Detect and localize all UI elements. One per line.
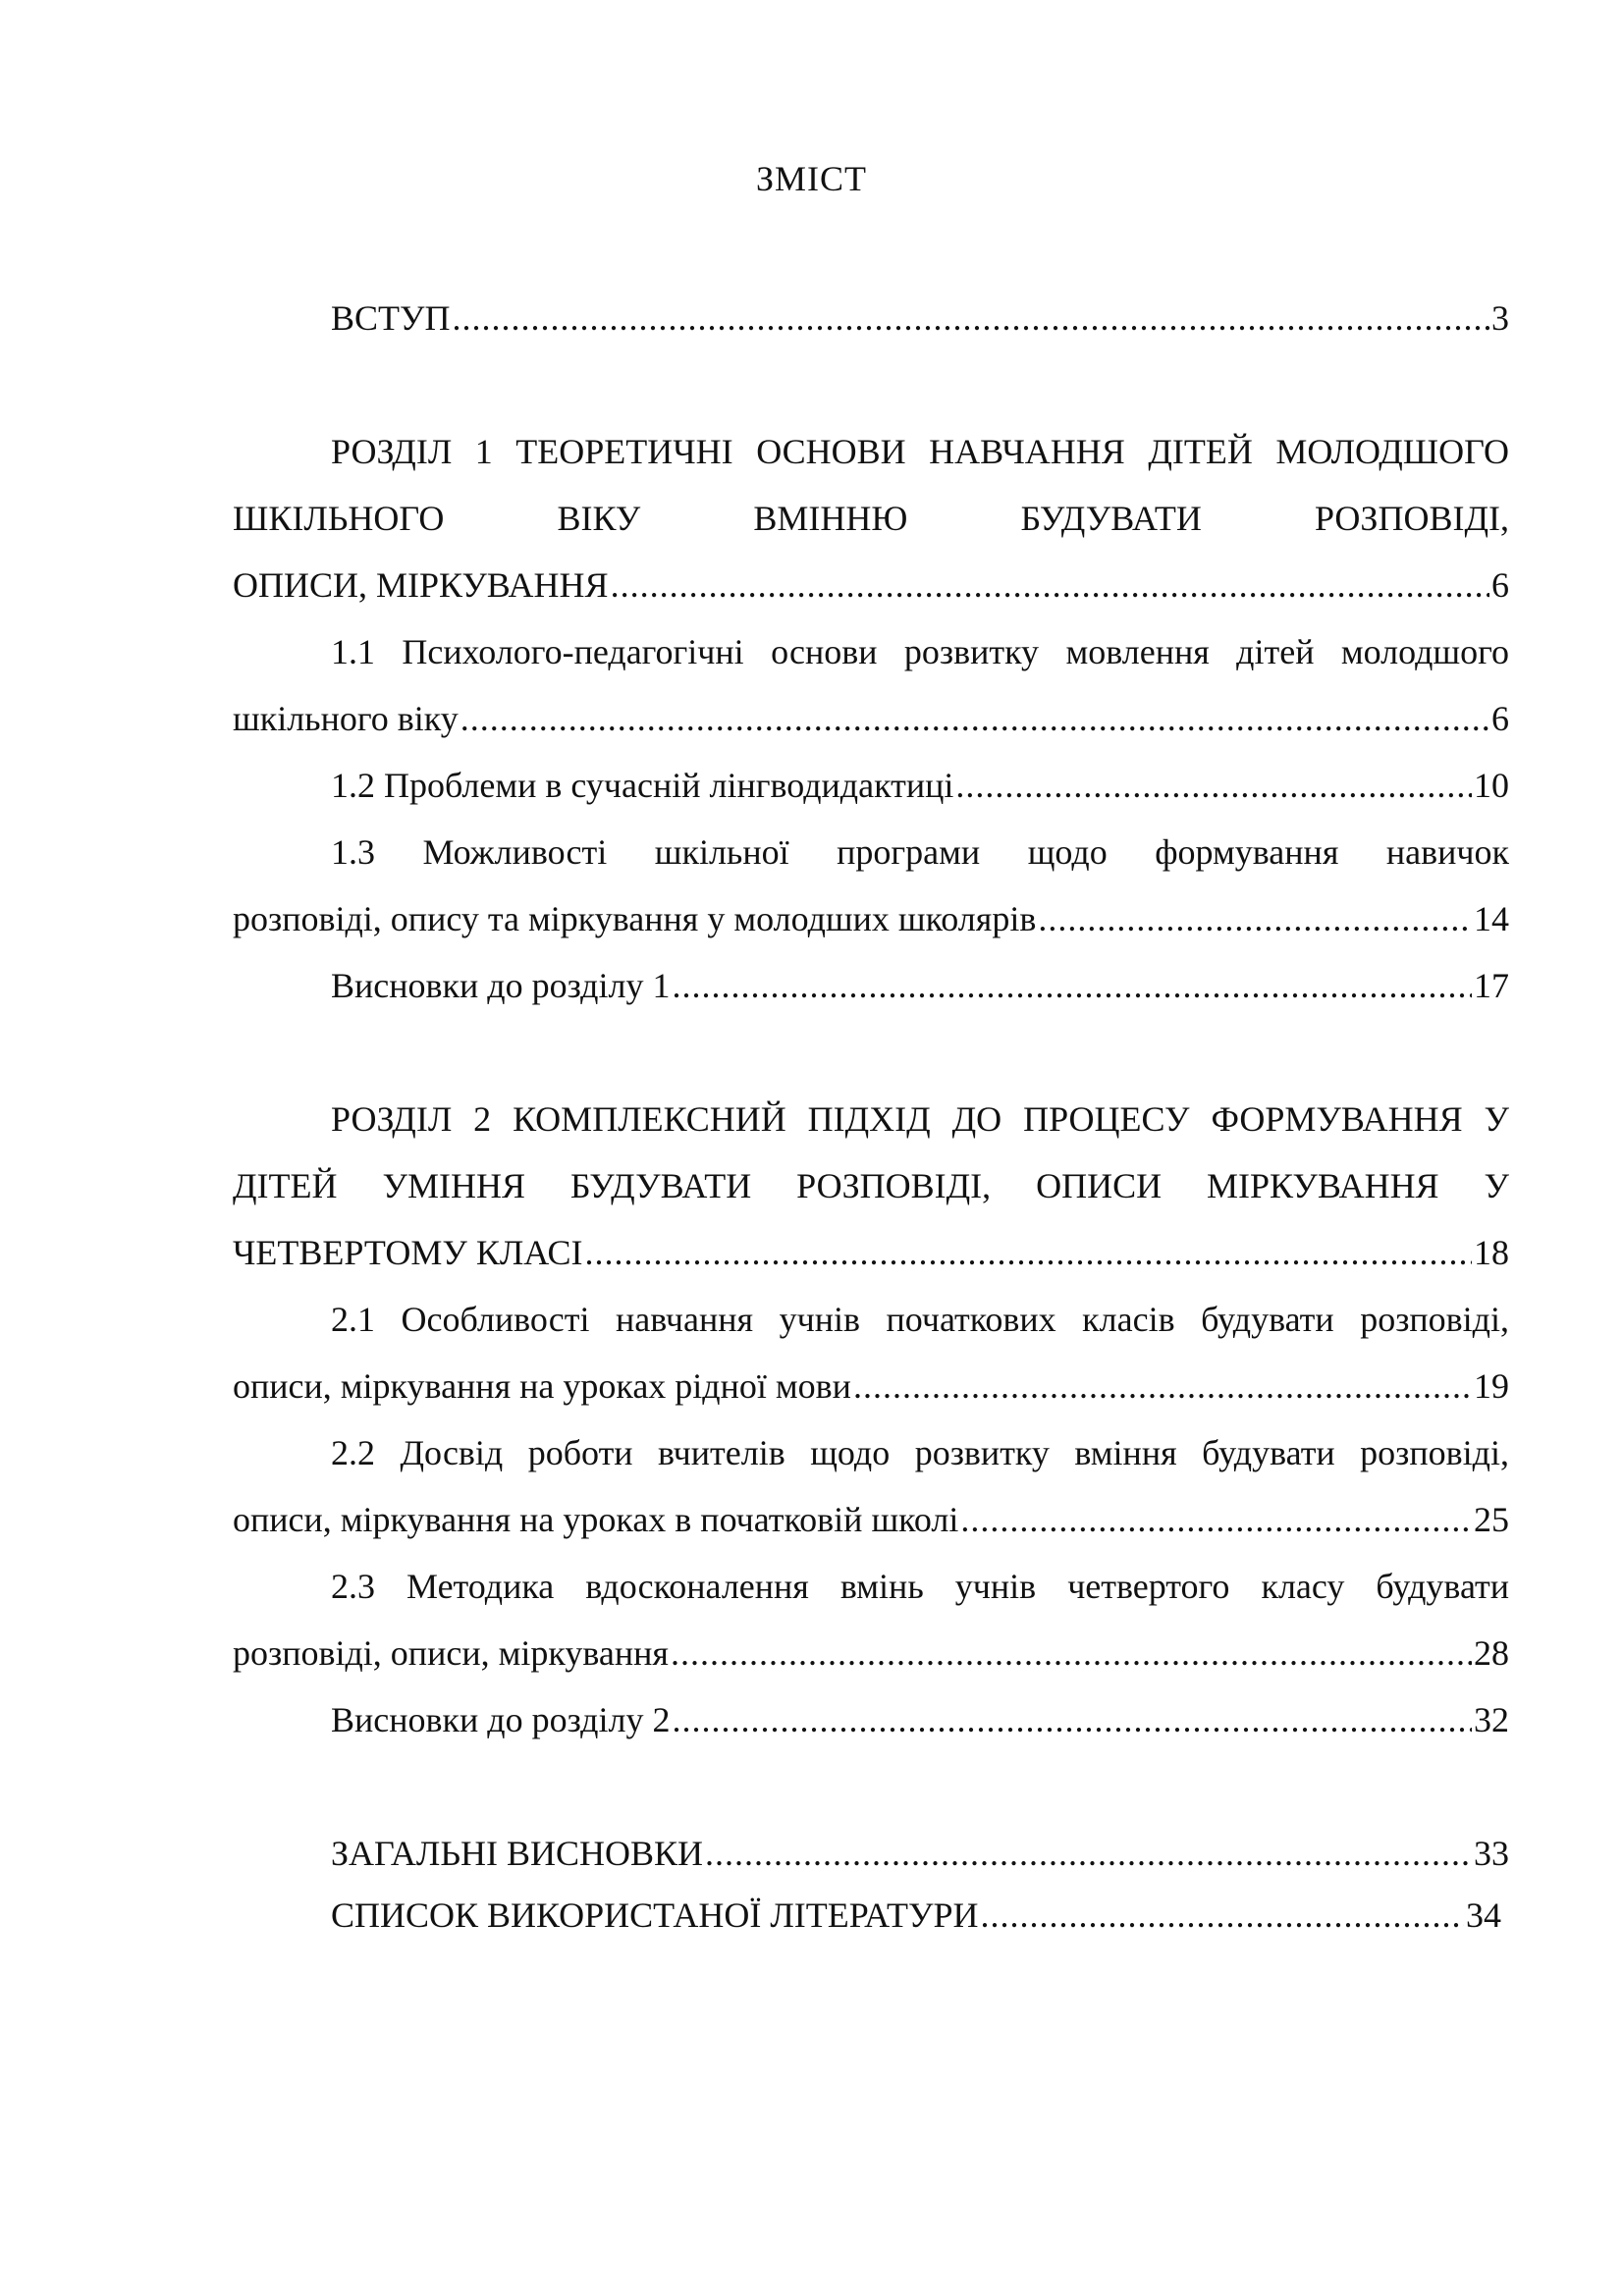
toc-entry-conclusions-1 xyxy=(233,952,1509,1019)
spacer xyxy=(233,1019,1509,1086)
dot-leader xyxy=(453,285,1490,351)
toc-entry-label: розповіді, описи, міркування xyxy=(233,1633,669,1673)
toc-entry-general-conclusions xyxy=(233,1820,1509,1887)
toc-page-number: 17 xyxy=(1474,966,1509,1005)
toc-entry-chapter-1 xyxy=(233,418,1509,618)
dot-leader xyxy=(705,1820,1472,1887)
dot-leader xyxy=(955,752,1472,819)
toc-entry-heading: 1.3 Можливості шкільної програми щодо формування навичок xyxy=(331,832,1509,872)
dot-leader xyxy=(1038,885,1472,952)
toc-entry-label: Висновки до розділу 2 xyxy=(331,1700,671,1739)
toc-entry-heading: РОЗДІЛ 2 КОМПЛЕКСНИЙ ПІДХІД ДО ПРОЦЕСУ ФОРМУВАННЯ У ДІТЕЙ УМІННЯ БУДУВАТИ РОЗПОВІДІ, ОПИСИ МІРКУВАННЯ У xyxy=(233,1099,1509,1205)
toc-entry-section-1-2 xyxy=(233,752,1509,819)
toc-entry-label: Висновки до розділу 1 xyxy=(331,966,671,1005)
toc-page-number: 6 xyxy=(1491,699,1509,738)
toc-page-number: 6 xyxy=(1491,565,1509,605)
dot-leader xyxy=(671,1620,1472,1686)
toc-entry-label: ОПИСИ, МІРКУВАННЯ xyxy=(233,565,609,605)
spacer xyxy=(233,1753,1509,1820)
toc-page-number: 10 xyxy=(1474,766,1509,805)
toc-entry-heading: РОЗДІЛ 1 ТЕОРЕТИЧНІ ОСНОВИ НАВЧАННЯ ДІТЕЙ МОЛОДШОГО ШКІЛЬНОГО ВІКУ ВМІННЮ БУДУВАТИ РОЗПОВІДІ, xyxy=(233,432,1509,538)
dot-leader xyxy=(960,1486,1472,1553)
toc-entry-references xyxy=(233,1887,1509,1944)
toc-page-number: 32 xyxy=(1474,1700,1509,1739)
dot-leader xyxy=(611,552,1489,618)
dot-leader xyxy=(460,685,1489,752)
toc-entry-section-1-3 xyxy=(233,819,1509,952)
toc-page-number: 3 xyxy=(1491,298,1509,338)
toc-entry-section-2-2 xyxy=(233,1419,1509,1553)
toc-page-number: 25 xyxy=(1474,1500,1509,1539)
dot-leader xyxy=(981,1887,1465,1944)
toc-entry-heading: 2.2 Досвід роботи вчителів щодо розвитку вміння будувати розповіді, xyxy=(331,1433,1509,1472)
spacer xyxy=(233,351,1509,418)
toc-entry-section-2-1 xyxy=(233,1286,1509,1419)
toc-entry-heading: 2.3 Методика вдосконалення вмінь учнів четвертого класу будувати xyxy=(331,1567,1509,1606)
toc-page-number: 18 xyxy=(1474,1233,1509,1272)
toc-entry-label: ЗАГАЛЬНІ ВИСНОВКИ xyxy=(331,1834,704,1873)
toc-entry-intro xyxy=(233,285,1509,351)
toc-entry-label: описи, міркування на уроках рідної мови xyxy=(233,1366,851,1406)
toc-entry-section-1-1 xyxy=(233,618,1509,752)
toc-page-number: 33 xyxy=(1474,1834,1509,1873)
toc-entry-label: ВСТУП xyxy=(331,298,451,338)
toc-entry-heading: 2.1 Особливості навчання учнів початкових класів будувати розповіді, xyxy=(331,1300,1509,1339)
toc-entry-heading: 1.1 Психолого-педагогічні основи розвитку мовлення дітей молодшого xyxy=(331,632,1509,671)
dot-leader xyxy=(672,1686,1472,1753)
dot-leader xyxy=(853,1353,1472,1419)
toc-entry-label: 1.2 Проблеми в сучасній лінгводидактиці xyxy=(331,766,954,805)
toc-entry-conclusions-2 xyxy=(233,1686,1509,1753)
toc-entry-label: описи, міркування на уроках в початковій школі xyxy=(233,1500,959,1539)
page-title: ЗМІСТ xyxy=(755,159,868,198)
toc-page-number: 19 xyxy=(1474,1366,1509,1406)
toc-entry-label: ЧЕТВЕРТОМУ КЛАСІ xyxy=(233,1233,583,1272)
toc-page-number: 14 xyxy=(1474,899,1509,938)
toc-entry-section-2-3 xyxy=(233,1553,1509,1686)
dot-leader xyxy=(584,1219,1472,1286)
toc-entry-chapter-2 xyxy=(233,1086,1509,1286)
dot-leader xyxy=(672,952,1472,1019)
toc-entry-label: розповіді, опису та міркування у молодших школярів xyxy=(233,899,1037,938)
toc-page-number: 34 xyxy=(1466,1896,1501,1935)
toc-entry-label: СПИСОК ВИКОРИСТАНОЇ ЛІТЕРАТУРИ xyxy=(331,1896,979,1935)
toc-page-number: 28 xyxy=(1474,1633,1509,1673)
table-of-contents xyxy=(233,285,1509,1944)
toc-entry-label: шкільного віку xyxy=(233,699,459,738)
